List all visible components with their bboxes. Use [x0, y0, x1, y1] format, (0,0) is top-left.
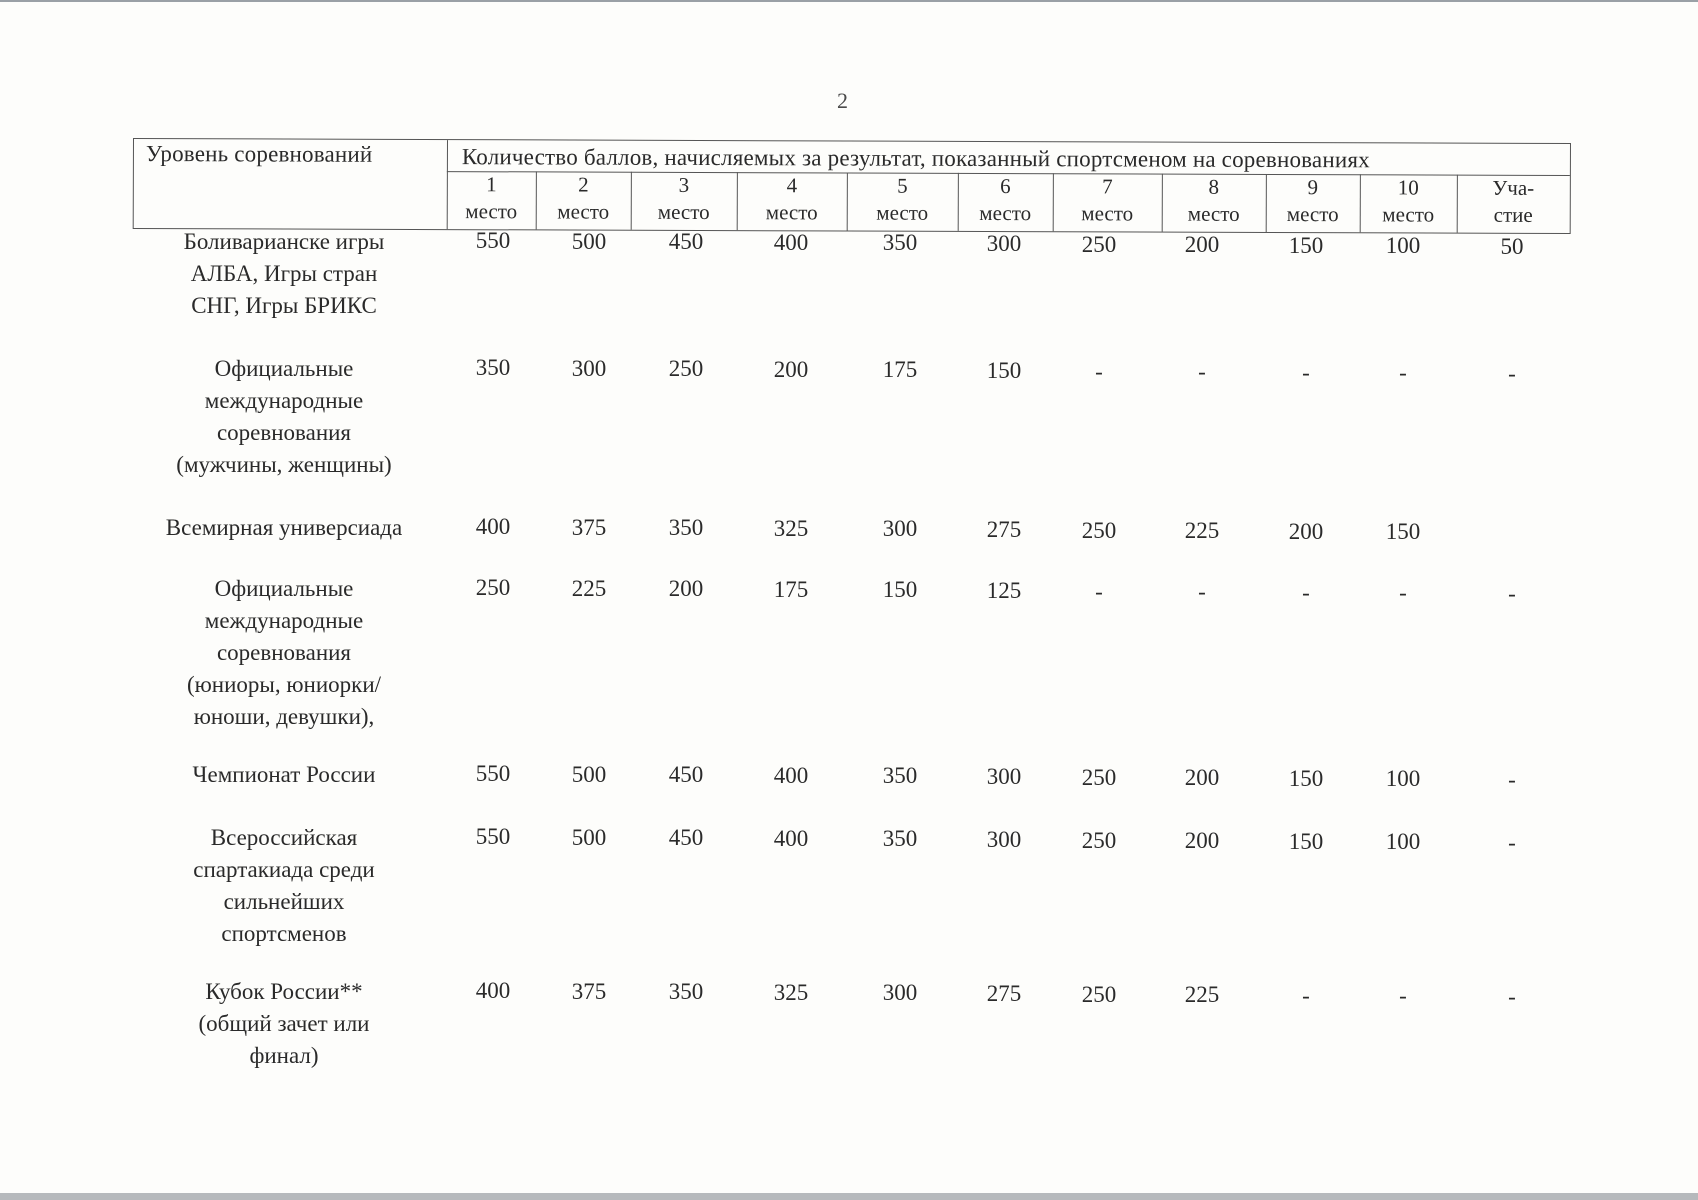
- competition-level-line: СНГ, Игры БРИКС: [191, 293, 377, 318]
- points-cell: 175: [773, 576, 809, 602]
- column-header-bottom: стие: [1493, 202, 1533, 227]
- points-cell: 300: [882, 980, 918, 1006]
- column-header-bottom: место: [765, 200, 818, 225]
- row-header-title: Уровень соревнований: [145, 141, 373, 167]
- points-cell: 550: [475, 761, 511, 786]
- column-header-top: Уча-: [1492, 175, 1535, 200]
- competition-level-line: Официальные: [214, 576, 354, 601]
- competition-level-line: АЛБА, Игры стран: [190, 261, 378, 286]
- points-cell: 350: [882, 230, 918, 256]
- column-header-bottom: место: [557, 199, 610, 224]
- column-header-top: 4: [786, 173, 798, 198]
- column-header-bottom: место: [1286, 202, 1339, 227]
- competition-level: [134, 759, 434, 791]
- column-header-1: [447, 171, 536, 229]
- points-cell: 400: [773, 762, 809, 788]
- points-cell: 275: [986, 981, 1022, 1006]
- points-cell: 325: [773, 515, 809, 541]
- competition-level-line: финал): [249, 1043, 319, 1068]
- points-cell: 125: [986, 578, 1022, 603]
- points-cell: 250: [1081, 517, 1117, 543]
- points-cell: -: [1302, 579, 1310, 605]
- points-cell: -: [1508, 984, 1516, 1009]
- points-cell: 225: [1184, 518, 1220, 544]
- column-header-bottom: место: [1382, 202, 1435, 227]
- points-cell: 100: [1385, 233, 1421, 259]
- competition-level-line: спортсменов: [221, 921, 347, 946]
- points-cell: 500: [571, 761, 607, 787]
- column-header-top: 2: [578, 172, 589, 197]
- points-cell: 225: [571, 575, 607, 601]
- points-cell: 350: [882, 826, 918, 852]
- points-cell: 375: [571, 978, 607, 1004]
- column-header-top: 5: [897, 173, 908, 198]
- column-header-bottom: место: [465, 199, 518, 224]
- competition-level: [134, 822, 434, 950]
- competition-level: [134, 976, 434, 1072]
- column-header-top: 10: [1397, 175, 1419, 200]
- competition-level-line: сильнейших: [223, 889, 345, 914]
- points-cell: -: [1095, 578, 1103, 604]
- points-cell: -: [1198, 359, 1206, 385]
- points-cell: 300: [986, 764, 1022, 789]
- column-header-11: [1457, 175, 1570, 233]
- points-cell: -: [1399, 983, 1407, 1009]
- competition-level-line: Всемирная универсиада: [165, 515, 403, 540]
- points-cell: 400: [475, 978, 511, 1003]
- points-cell: 200: [1184, 765, 1220, 791]
- competition-level-line: Официальные: [214, 356, 354, 381]
- points-cell: 325: [773, 979, 809, 1005]
- scan-edge-top: [0, 0, 1698, 2]
- column-header-bottom: место: [657, 199, 710, 225]
- points-cell: 150: [1288, 765, 1324, 791]
- points-cell: 375: [571, 514, 607, 540]
- points-cell: 50: [1500, 234, 1524, 259]
- points-cell: 500: [571, 824, 607, 850]
- column-group-header: Количество баллов, начисляемых за результат, показанный спортсменом на соревнованиях: [461, 144, 1370, 173]
- points-cell: 450: [668, 825, 704, 851]
- points-cell: 150: [986, 358, 1022, 383]
- points-cell: 300: [571, 355, 607, 381]
- points-cell: -: [1095, 358, 1103, 384]
- competition-level-line: (юниоры, юниорки/: [186, 672, 382, 697]
- points-cell: 200: [1288, 518, 1324, 544]
- column-header-7: [1053, 173, 1162, 231]
- points-cell: 200: [1184, 828, 1220, 854]
- points-cell: 400: [773, 825, 809, 851]
- column-header-top: 7: [1102, 174, 1113, 199]
- column-header-6: [958, 173, 1053, 231]
- competition-level: [134, 353, 434, 481]
- points-cell: 350: [668, 515, 704, 541]
- points-cell: 250: [475, 575, 511, 600]
- competition-level: [134, 512, 434, 544]
- competition-level-line: соревнования: [216, 640, 352, 665]
- column-header-top: 6: [1000, 174, 1011, 199]
- points-cell: 400: [773, 229, 809, 255]
- points-cell: 200: [668, 576, 704, 602]
- column-header-bottom: место: [876, 200, 929, 225]
- column-header-bottom: место: [979, 200, 1032, 226]
- scan-edge-bottom: [0, 1193, 1698, 1200]
- points-cell: 250: [1081, 764, 1117, 790]
- competition-level: [134, 226, 434, 322]
- points-cell: -: [1508, 767, 1516, 792]
- points-cell: 200: [1184, 232, 1220, 258]
- points-cell: 100: [1385, 766, 1421, 792]
- points-cell: 250: [1081, 827, 1117, 853]
- competition-level: [134, 573, 434, 733]
- points-cell: 450: [668, 762, 704, 788]
- competition-level-line: Кубок России**: [205, 979, 363, 1004]
- points-cell: 300: [986, 231, 1022, 256]
- points-cell: 150: [1385, 519, 1421, 545]
- points-cell: -: [1198, 579, 1206, 605]
- page-number: 2: [837, 88, 848, 113]
- points-cell: -: [1399, 360, 1407, 386]
- competition-level-line: (мужчины, женщины): [176, 452, 392, 477]
- points-cell: 150: [1288, 828, 1324, 854]
- points-cell: 275: [986, 517, 1022, 542]
- column-header-bottom: место: [1187, 201, 1240, 226]
- points-cell: 200: [773, 356, 809, 382]
- points-cell: -: [1302, 982, 1310, 1008]
- points-cell: 250: [1081, 231, 1117, 257]
- competition-level-line: соревнования: [216, 420, 352, 445]
- column-header-4: [737, 172, 847, 230]
- competition-level-line: Чемпионат России: [192, 762, 376, 787]
- table-header: [133, 138, 1571, 234]
- column-header-8: [1162, 174, 1266, 232]
- points-cell: 300: [986, 827, 1022, 852]
- points-cell: 500: [571, 228, 607, 254]
- column-header-5: [847, 172, 958, 230]
- competition-level-line: спартакиада среди: [193, 857, 375, 882]
- points-cell: 550: [475, 228, 511, 253]
- column-header-10: [1360, 174, 1457, 232]
- column-header-3: [631, 172, 737, 230]
- points-cell: 350: [475, 355, 511, 380]
- points-cell: 150: [882, 577, 918, 603]
- column-header-top: 8: [1208, 174, 1220, 199]
- competition-level-line: международные: [204, 608, 364, 633]
- points-cell: 350: [668, 979, 704, 1005]
- points-cell: 175: [882, 357, 918, 383]
- competition-level-line: Всероссийская: [210, 825, 358, 850]
- column-header-2: [536, 171, 631, 229]
- points-cell: 250: [668, 356, 704, 382]
- points-cell: 250: [1081, 981, 1117, 1007]
- column-header-bottom: место: [1081, 201, 1134, 226]
- points-cell: -: [1508, 581, 1516, 606]
- points-cell: -: [1508, 361, 1516, 386]
- points-cell: 150: [1288, 232, 1324, 258]
- points-cell: 400: [475, 514, 511, 539]
- points-cell: 100: [1385, 829, 1421, 855]
- column-header-top: 9: [1307, 175, 1319, 200]
- column-header-top: 3: [678, 172, 690, 197]
- points-cell: 350: [882, 763, 918, 789]
- points-cell: 225: [1184, 982, 1220, 1008]
- points-cell: 550: [475, 824, 511, 849]
- competition-level-line: (общий зачет или: [198, 1011, 370, 1036]
- competition-level-line: Боливарианске игры: [183, 229, 385, 254]
- competition-level-line: юноши, девушки),: [193, 704, 375, 729]
- points-cell: -: [1302, 359, 1310, 385]
- points-cell: -: [1508, 830, 1516, 855]
- column-header-9: [1266, 174, 1360, 232]
- points-cell: 450: [668, 229, 704, 255]
- points-cell: 300: [882, 516, 918, 542]
- column-header-top: 1: [486, 172, 497, 197]
- points-cell: -: [1399, 580, 1407, 606]
- competition-level-line: международные: [204, 388, 364, 413]
